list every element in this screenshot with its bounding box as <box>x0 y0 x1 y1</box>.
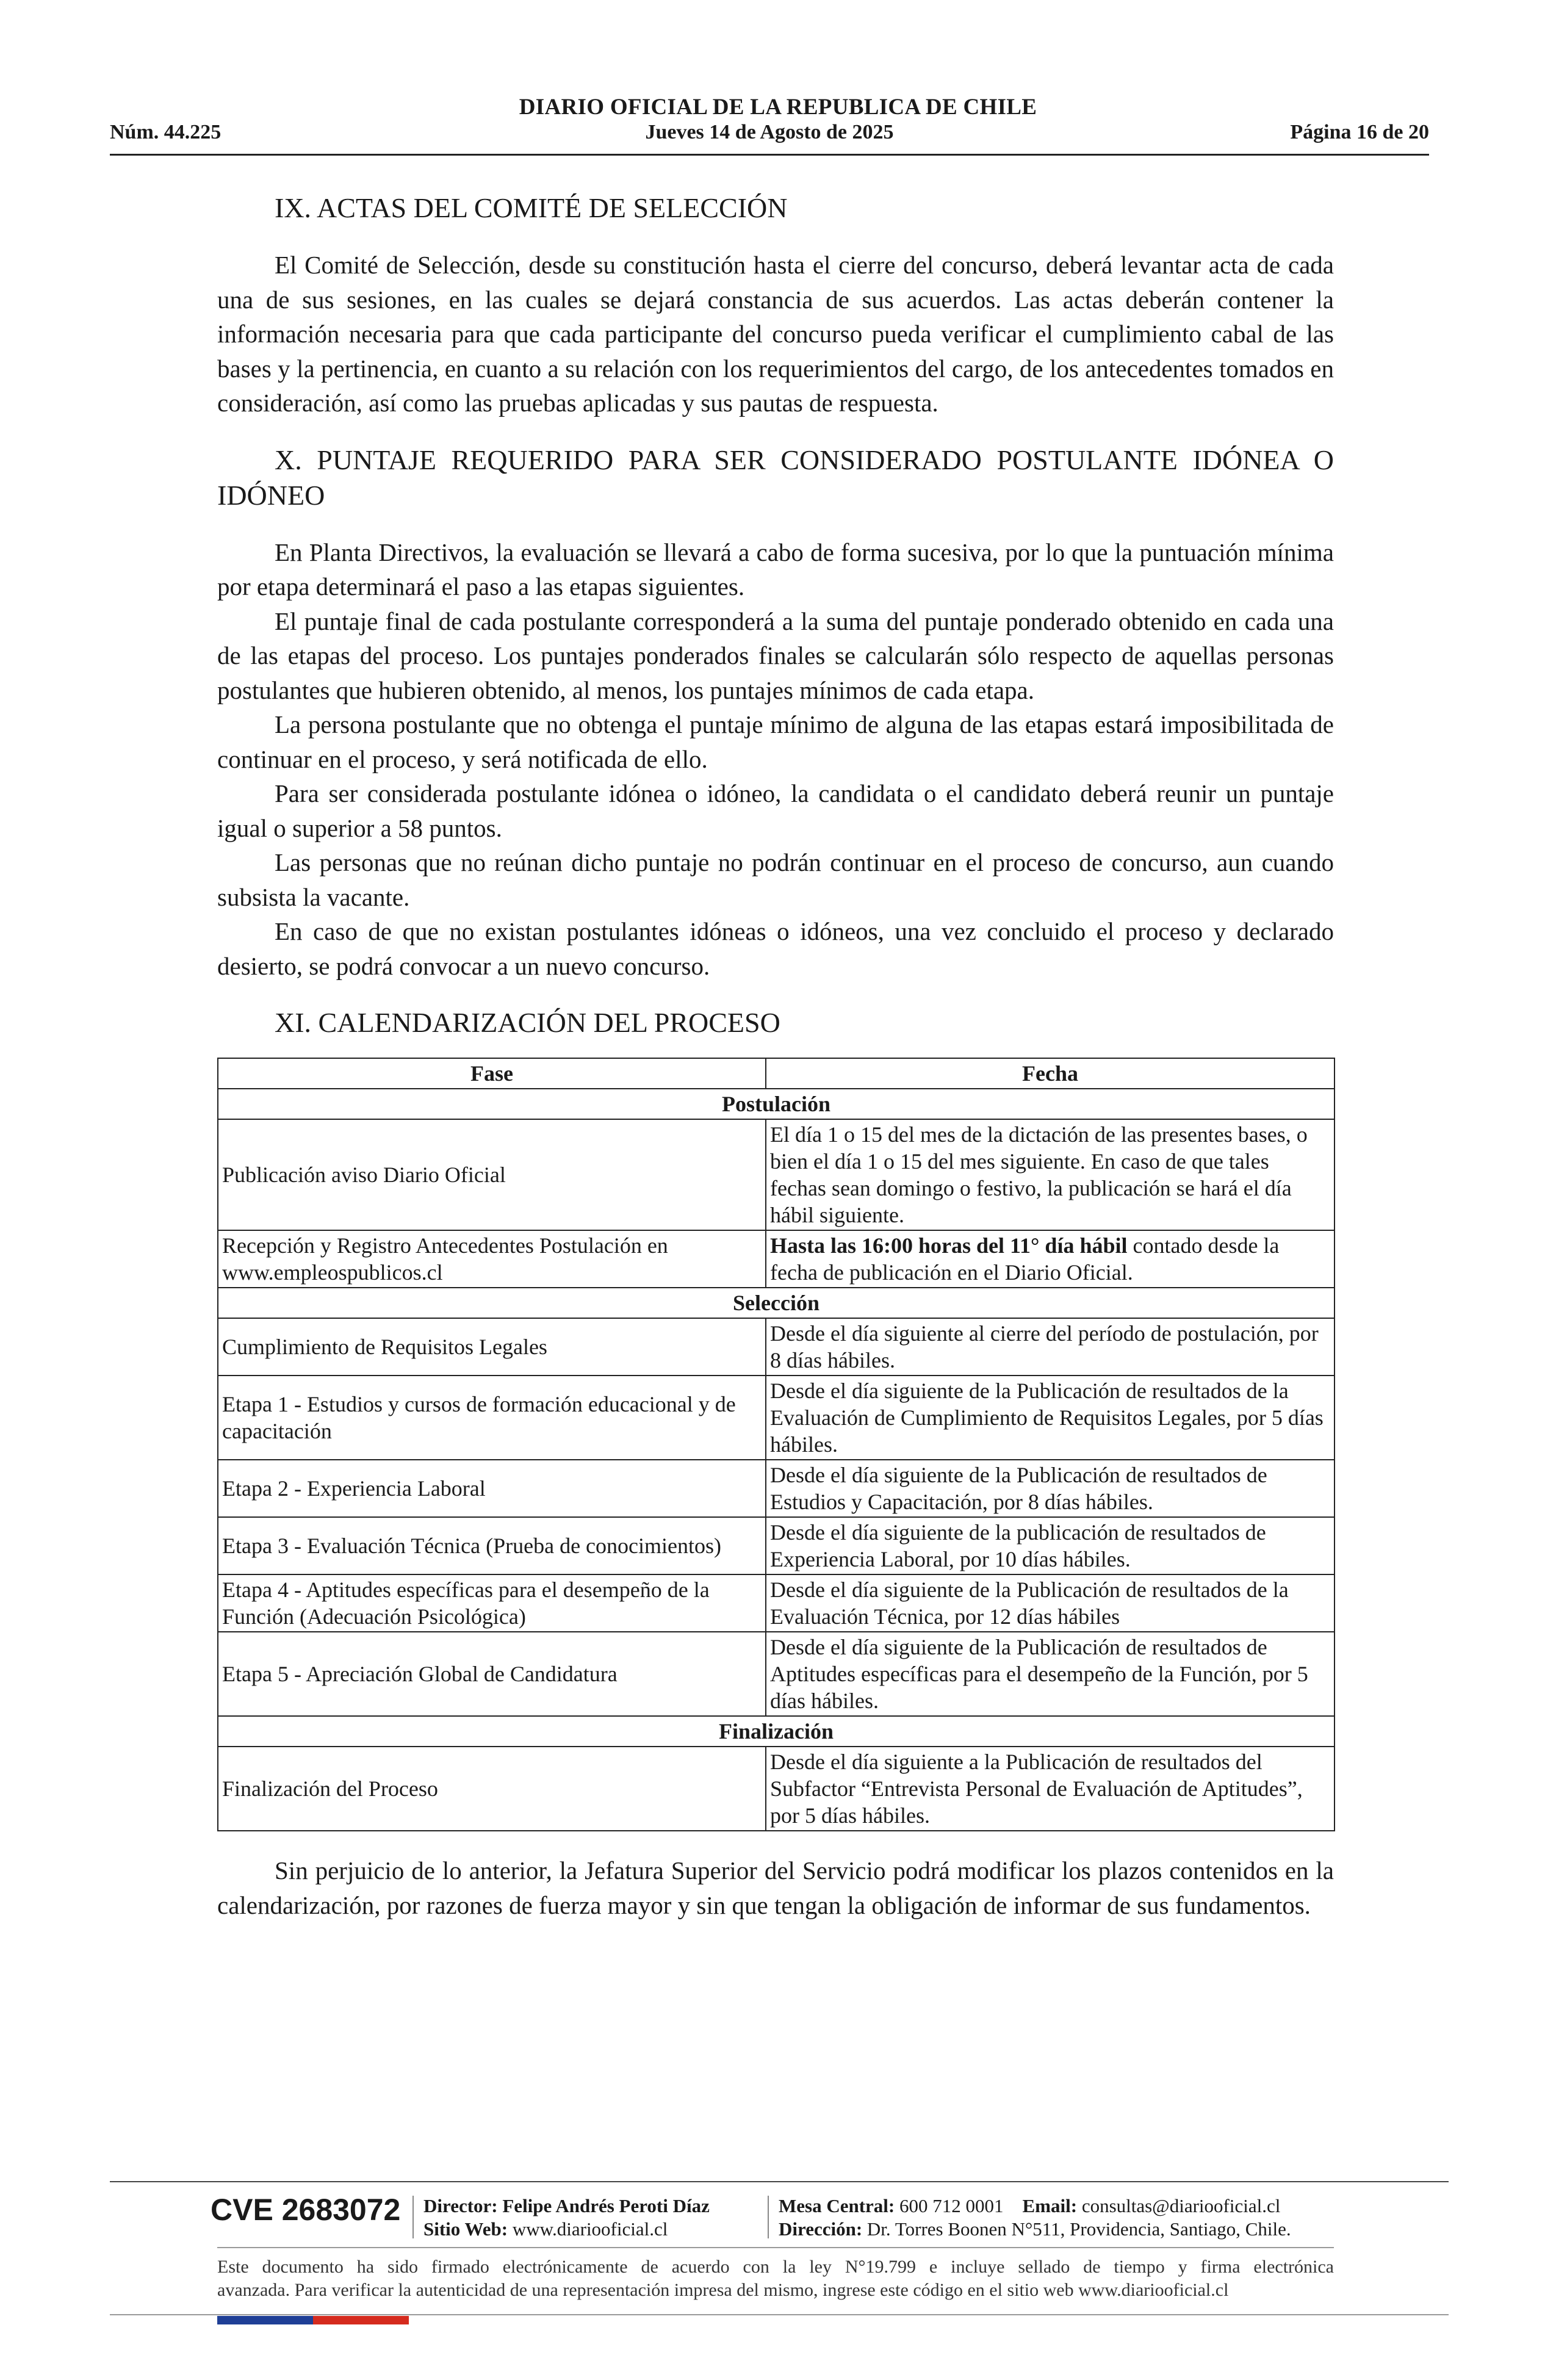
fecha-cell <box>766 1230 1334 1288</box>
section-ix-title: IX. ACTAS DEL COMITÉ DE SELECCIÓN <box>275 192 788 223</box>
fase-cell: Etapa 4 - Aptitudes específicas para el desempeño de la Función (Adecuación Psicológica) <box>218 1574 766 1632</box>
fecha-deadline-rest: contado desde la fecha de publicación en el Diario Oficial. <box>770 1233 1280 1285</box>
footer-divider-bottom <box>110 2314 1449 2315</box>
group-row <box>218 1288 1334 1318</box>
fase-cell: Recepción y Registro Antecedentes Postulación en www.empleospublicos.cl <box>218 1230 766 1288</box>
mesa-label: Mesa Central: <box>779 2195 895 2216</box>
legal-notice-line-1: Este documento ha sido firmado electrónicamente de acuerdo con la ley N°19.799 e incluye sellado de tiempo y firma electrónica <box>217 2257 1334 2277</box>
section-ix-paragraph: El Comité de Selección, desde su constitución hasta el cierre del concurso, deberá levantar acta de cada una de sus sesiones, en las cuales se dejará constancia de sus acuerdos. Las actas deberán contener la información necesaria para que cada participante del concurso pueda verificar el cumplimiento cabal de las bases y la pertinencia, en cuanto a su relación con los requerimientos del cargo, de los antecedentes tomados en consideración, así como las pruebas aplicadas y sus pautas de respuesta. <box>217 251 1334 417</box>
fase-cell: Etapa 1 - Estudios y cursos de formación educacional y de capacitación <box>218 1376 766 1460</box>
table-row <box>218 1119 1334 1230</box>
section-x-paragraph-5: Las personas que no reúnan dicho puntaje no podrán continuar en el proceso de concurso, aun cuando subsista la vacante. <box>217 848 1334 911</box>
address-text: Dr. Torres Boonen N°511, Providencia, Santiago, Chile. <box>866 2218 1291 2240</box>
table-row <box>218 1230 1334 1288</box>
table-row <box>218 1460 1334 1517</box>
fecha-cell: Desde el día siguiente a la Publicación de resultados del Subfactor “Entrevista Personal de Evaluación de Aptitudes”, por 5 días hábiles. <box>766 1747 1334 1831</box>
fecha-cell: Desde el día siguiente de la Publicación de resultados de Estudios y Capacitación, por 8 días hábiles. <box>766 1460 1334 1517</box>
footer-contact-block <box>779 2194 1291 2241</box>
flag-blue-stripe <box>217 2316 313 2324</box>
footer-divider-middle <box>217 2247 1334 2248</box>
group-row <box>218 1089 1334 1119</box>
section-x-paragraph-1: En Planta Directivos, la evaluación se llevará a cabo de forma sucesiva, por lo que la puntuación mínima por etapa determinará el paso a las etapas siguientes. <box>217 538 1334 600</box>
section-xi-title: XI. CALENDARIZACIÓN DEL PROCESO <box>275 1007 780 1038</box>
table-row <box>218 1517 1334 1574</box>
newspaper-title: DIARIO OFICIAL DE LA REPUBLICA DE CHILE <box>519 95 1037 120</box>
section-x-paragraph-2: El puntaje final de cada postulante corresponderá a la suma del puntaje ponderado obtenido en cada una de las etapas del proceso. Los puntajes ponderados finales se calcularán sólo respecto de aquellas personas postulantes que hubieren obtenido, al menos, los puntajes mínimos de cada etapa. <box>217 607 1334 704</box>
fecha-cell: Desde el día siguiente de la Publicación de resultados de la Evaluación Técnica, por 12 días hábiles <box>766 1574 1334 1632</box>
fecha-cell: Desde el día siguiente de la publicación de resultados de Experiencia Laboral, por 10 días hábiles. <box>766 1517 1334 1574</box>
closing-paragraph: Sin perjuicio de lo anterior, la Jefatura Superior del Servicio podrá modificar los plazos contenidos en la calendarización, por razones de fuerza mayor y sin que tengan la obligación de informar de sus fundamentos. <box>217 1856 1334 1919</box>
fase-cell: Cumplimiento de Requisitos Legales <box>218 1318 766 1376</box>
header-divider <box>110 154 1429 156</box>
page-number: Página 16 de 20 <box>1290 121 1429 143</box>
table-header-row <box>218 1058 1334 1089</box>
table-row <box>218 1574 1334 1632</box>
table-row <box>218 1747 1334 1831</box>
issue-number: Núm. 44.225 <box>110 121 222 143</box>
fase-cell: Etapa 2 - Experiencia Laboral <box>218 1460 766 1517</box>
cve-code: CVE 2683072 <box>211 2193 401 2227</box>
fecha-cell: Desde el día siguiente al cierre del período de postulación, por 8 días hábiles. <box>766 1318 1334 1376</box>
table-row <box>218 1632 1334 1716</box>
table-row <box>218 1376 1334 1460</box>
document-body <box>217 190 1334 1922</box>
footer-separator <box>768 2196 769 2238</box>
mesa-phone: 600 712 0001 <box>899 2195 1004 2216</box>
website-link[interactable]: www.diariooficial.cl <box>512 2218 668 2240</box>
section-x-paragraph-6: En caso de que no existan postulantes idóneas o idóneos, una vez concluido el proceso y declarado desierto, se podrá convocar a un nuevo concurso. <box>217 917 1334 980</box>
footer-separator <box>412 2196 414 2238</box>
fecha-cell: Desde el día siguiente de la Publicación de resultados de Aptitudes específicas para el desempeño de la Función, por 5 días hábiles. <box>766 1632 1334 1716</box>
group-label-finalizacion: Finalización <box>218 1716 1334 1747</box>
section-x-paragraph-4: Para ser considerada postulante idónea o idóneo, la candidata o el candidato deberá reunir un puntaje igual o superior a 58 puntos. <box>217 779 1334 842</box>
flag-color-bar <box>217 2316 409 2324</box>
flag-red-stripe <box>313 2316 409 2324</box>
group-row <box>218 1716 1334 1747</box>
column-header-fase: Fase <box>218 1058 766 1089</box>
director-label: Director: <box>423 2195 498 2216</box>
legal-notice-line-2: avanzada. Para verificar la autenticidad de una representación impresa del mismo, ingrese este código en el sitio web www.diariooficial.cl <box>217 2280 1229 2300</box>
header-row <box>110 121 1429 149</box>
fecha-cell: Desde el día siguiente de la Publicación de resultados de la Evaluación de Cumplimiento de Requisitos Legales, por 5 días hábiles. <box>766 1376 1334 1460</box>
group-label-postulacion: Postulación <box>218 1089 1334 1119</box>
email-link[interactable]: consultas@diariooficial.cl <box>1081 2195 1281 2216</box>
fecha-deadline-bold: Hasta las 16:00 horas del 11° día hábil <box>770 1233 1128 1258</box>
group-label-seleccion: Selección <box>218 1288 1334 1318</box>
fase-cell: Etapa 3 - Evaluación Técnica (Prueba de conocimientos) <box>218 1517 766 1574</box>
footer-divider-top <box>110 2181 1449 2182</box>
fecha-cell: El día 1 o 15 del mes de la dictación de las presentes bases, o bien el día 1 o 15 del mes siguiente. En caso de que tales fechas sean domingo o festivo, la publicación se hará el día hábil siguiente. <box>766 1119 1334 1230</box>
fase-cell: Etapa 5 - Apreciación Global de Candidatura <box>218 1632 766 1716</box>
fase-cell: Finalización del Proceso <box>218 1747 766 1831</box>
footer-director-block <box>423 2194 710 2241</box>
address-label: Dirección: <box>779 2218 863 2240</box>
calendar-table <box>217 1058 1335 1831</box>
section-x-paragraph-3: La persona postulante que no obtenga el puntaje mínimo de alguna de las etapas estará imposibilitada de continuar en el proceso, y será notificada de ello. <box>217 710 1334 773</box>
fase-cell: Publicación aviso Diario Oficial <box>218 1119 766 1230</box>
table-row <box>218 1318 1334 1376</box>
director-name: Felipe Andrés Peroti Díaz <box>502 2195 710 2216</box>
website-label: Sitio Web: <box>423 2218 508 2240</box>
section-x-title: X. PUNTAJE REQUERIDO PARA SER CONSIDERADO POSTULANTE IDÓNEA O IDÓNEO <box>217 444 1334 511</box>
email-label: Email: <box>1022 2195 1078 2216</box>
issue-date: Jueves 14 de Agosto de 2025 <box>645 121 894 143</box>
column-header-fecha: Fecha <box>766 1058 1334 1089</box>
